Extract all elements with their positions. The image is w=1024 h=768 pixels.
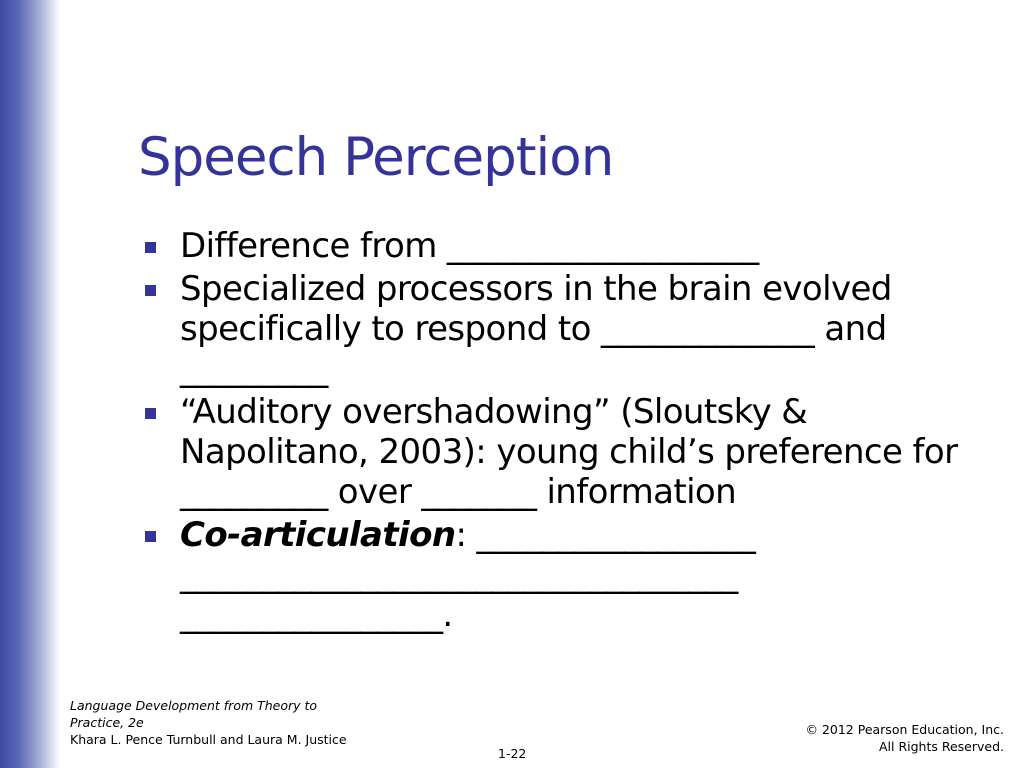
square-bullet-icon (145, 285, 156, 296)
footer-copyright (805, 721, 1004, 755)
footer-authors: Khara L. Pence Turnbull and Laura M. Justice (70, 732, 347, 747)
square-bullet-icon (145, 531, 156, 542)
bullet-item (140, 392, 1000, 512)
slide-number: 1-22 (498, 746, 527, 761)
slide-title: Speech Perception (138, 127, 614, 188)
bullet-text (180, 515, 1000, 635)
bullet-list (140, 226, 1000, 638)
bullet-text: “Auditory overshadowing” (Sloutsky & Napolitano, 2003): young child’s preference for _________ over _______ information (180, 392, 958, 512)
bullet-text: Difference from ___________________ (180, 226, 759, 266)
bullet-item (140, 515, 1000, 635)
footer-citation (70, 697, 360, 748)
square-bullet-icon (145, 242, 156, 253)
bullet-item (140, 226, 1000, 266)
square-bullet-icon (145, 408, 156, 419)
decorative-sidebar (0, 0, 60, 768)
bullet-body: : _________________ __________________________________ ________________. (180, 515, 756, 635)
bullet-heading: Co-articulation (180, 515, 456, 555)
bullet-text: Specialized processors in the brain evolved specifically to respond to _____________ and _________ (180, 269, 892, 389)
bullet-item (140, 269, 1000, 389)
rights-text: All Rights Reserved. (878, 739, 1004, 754)
footer-book-title: Language Development from Theory to Practice, 2e (70, 698, 318, 730)
copyright-text: © 2012 Pearson Education, Inc. (805, 722, 1004, 737)
